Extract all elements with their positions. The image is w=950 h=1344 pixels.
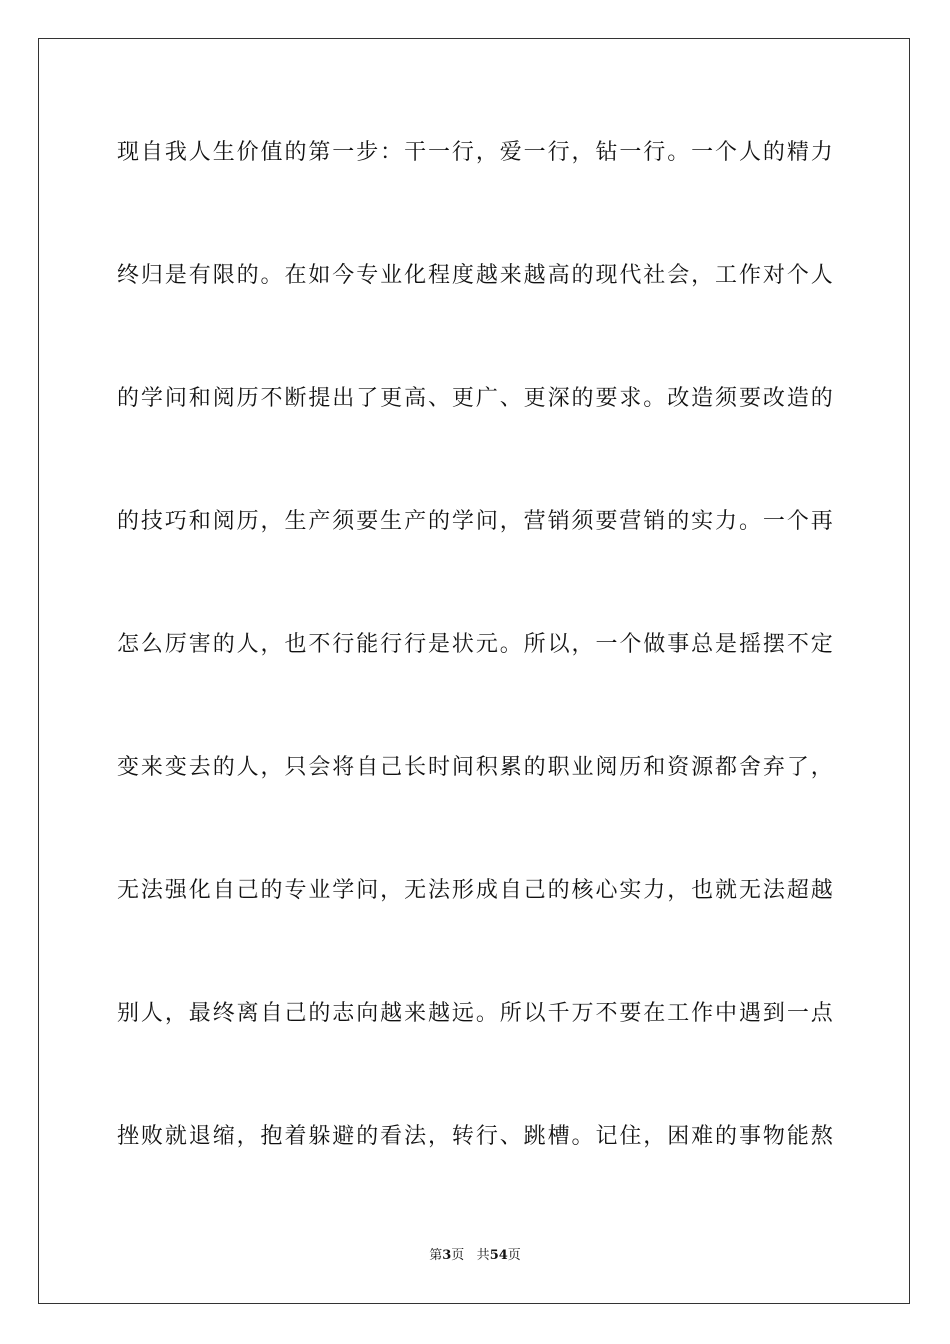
text-line-8: 别 人 ， 最 终 离 自 己 的 志 向 越 来 越 远 。 所 以 千 万 不 要 在 工 作 中 遇 到 一 点 bbox=[117, 1001, 833, 1026]
page-footer bbox=[0, 1246, 950, 1266]
page-number: 3 bbox=[442, 1248, 452, 1263]
total-pages: 54 bbox=[489, 1248, 508, 1263]
text-line-2: 终 归 是 有 限 的 。 在 如 今 专 业 化 程 度 越 来 越 高 的 现 代 社 会 ， 工 作 对 个 人 bbox=[117, 263, 833, 288]
total-prefix: 共 bbox=[476, 1248, 490, 1263]
text-line-1: 现 自 我 人 生 价 值 的 第 一 步 ： 干 一 行 ， 爱 一 行 ， 钻 一 行 。 一 个 人 的 精 力 bbox=[117, 140, 833, 165]
text-line-7: 无 法 强 化 自 己 的 专 业 学 问 ， 无 法 形 成 自 己 的 核 心 实 力 ， 也 就 无 法 超 越 bbox=[117, 878, 833, 903]
text-line-5: 怎 么 厉 害 的 人 ， 也 不 行 能 行 行 是 状 元 。 所 以 ， 一 个 做 事 总 是 摇 摆 不 定 bbox=[117, 632, 833, 657]
total-suffix: 页 bbox=[507, 1248, 521, 1263]
text-line-3: 的 学 问 和 阅 历 不 断 提 出 了 更 高 、 更 广 、 更 深 的 要 求 。 改 造 须 要 改 造 的 bbox=[117, 386, 833, 411]
page-suffix: 页 bbox=[451, 1248, 465, 1263]
page-prefix: 第 bbox=[429, 1248, 443, 1263]
text-line-6: 变 来 变 去 的 人 ， 只 会 将 自 己 长 时 间 积 累 的 职 业 阅 历 和 资 源 都 舍 弃 了 ， bbox=[117, 755, 833, 780]
text-line-9: 挫 败 就 退 缩 ， 抱 着 躲 避 的 看 法 ， 转 行 、 跳 槽 。 记 住 ， 困 难 的 事 物 能 熬 bbox=[117, 1124, 833, 1149]
page-border bbox=[38, 38, 910, 1304]
text-line-4: 的 技 巧 和 阅 历 ， 生 产 须 要 生 产 的 学 问 ， 营 销 须 要 营 销 的 实 力 。 一 个 再 bbox=[117, 509, 833, 534]
